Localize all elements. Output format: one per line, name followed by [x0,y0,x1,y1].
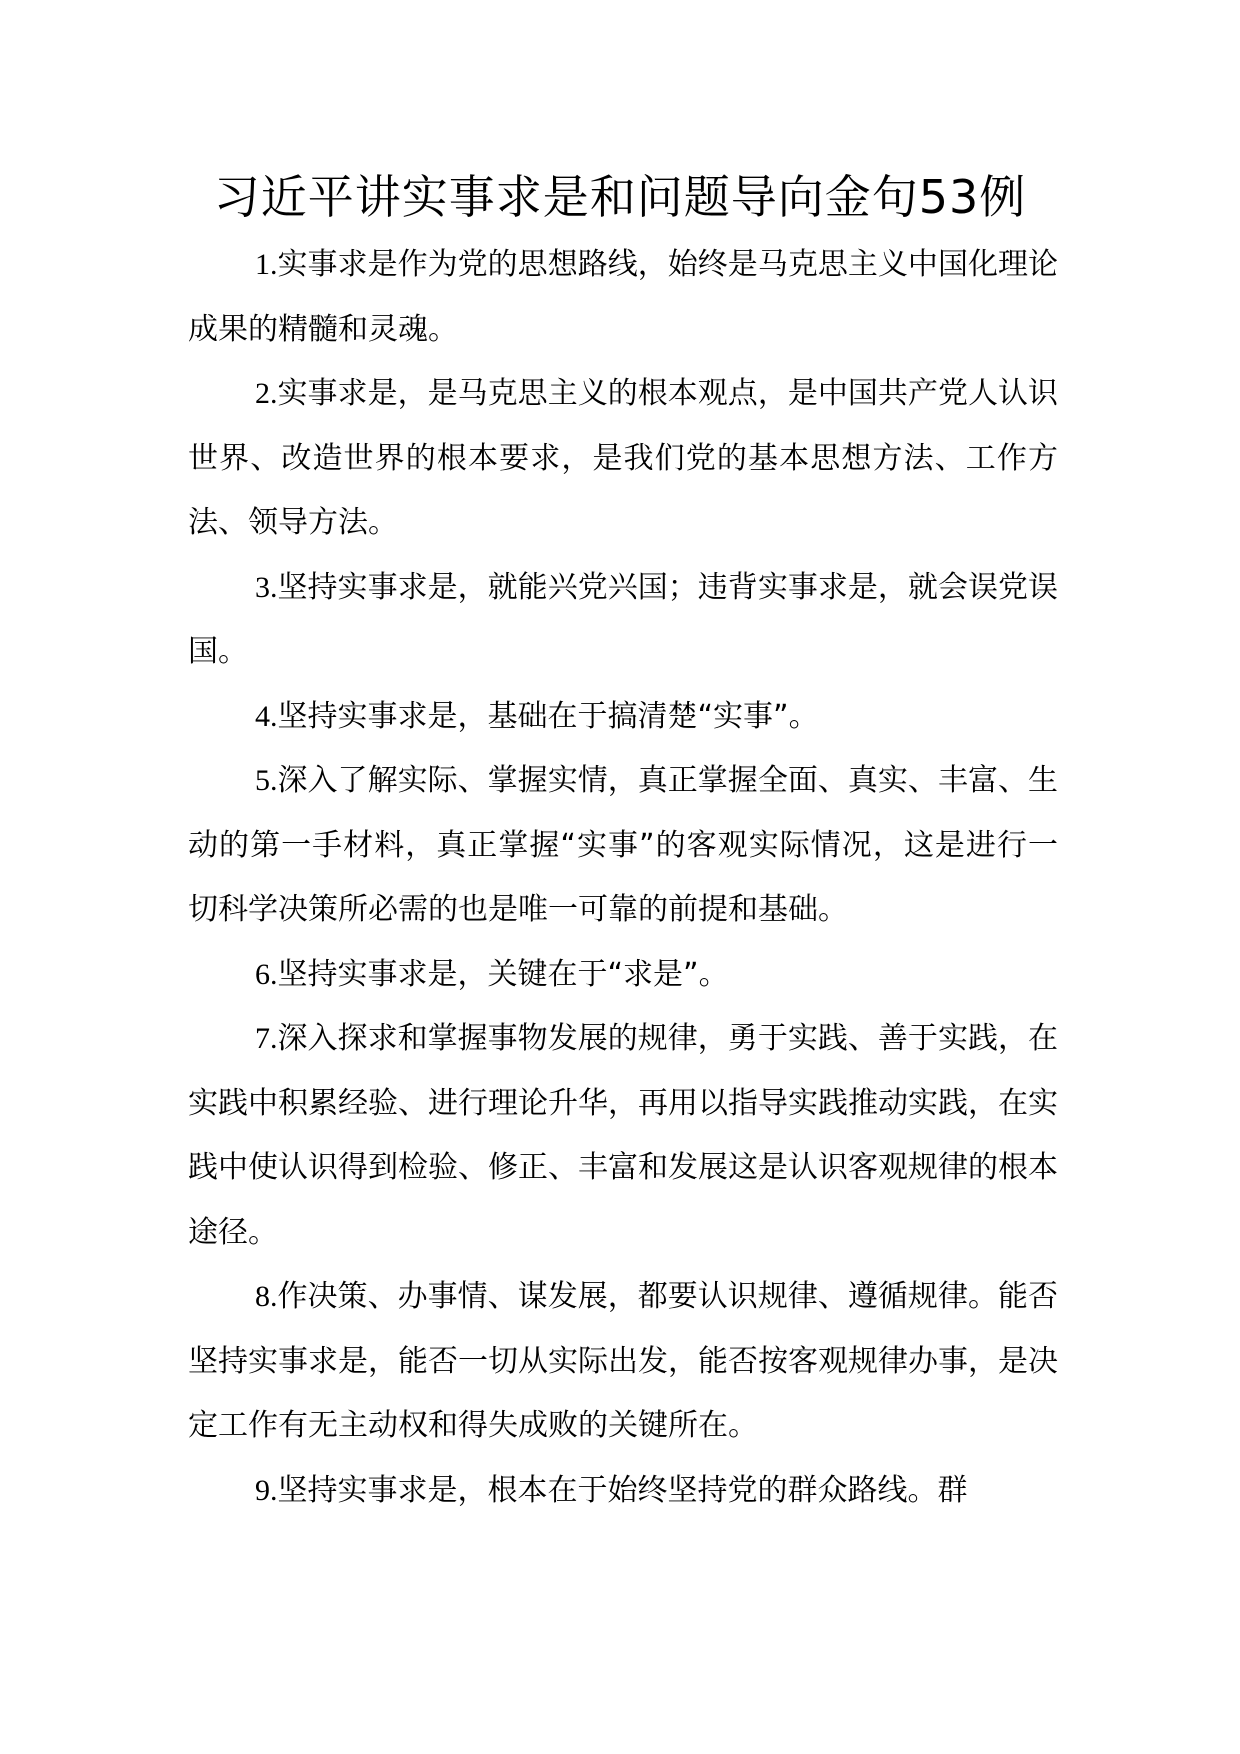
paragraph-number: 6. [255,957,278,991]
paragraph-text: 作决策、办事情、谋发展，都要认识规律、遵循规律。能否坚持实事求是，能否一切从实际出发，能否按客观规律办事，是决定工作有无主动权和得失成败的关键所在。 [188,1279,1058,1443]
paragraph-7 [188,1007,1058,1265]
paragraph-1 [188,233,1058,362]
paragraph-number: 5. [255,764,278,797]
document-body [188,233,1058,1523]
paragraph-text: 深入了解实际、掌握实情，真正掌握全面、真实、丰富、生动的第一手材料，真正掌握“实事”的客观实际情况，这是进行一切科学决策所必需的也是唯一可靠的前提和基础。 [188,763,1058,927]
paragraph-number: 4. [255,699,278,733]
paragraph-5 [188,749,1058,943]
paragraph-2 [188,362,1058,556]
paragraph-text: 深入探求和掌握事物发展的规律，勇于实践、善于实践，在实践中积累经验、进行理论升华，再用以指导实践推动实践，在实践中使认识得到检验、修正、丰富和发展这是认识客观规律的根本途径。 [188,1021,1058,1250]
paragraph-text: 实事求是作为党的思想路线，始终是马克思主义中国化理论成果的精髓和灵魂。 [188,247,1058,347]
paragraph-3 [188,556,1058,685]
paragraph-number: 2. [255,377,278,410]
paragraph-text: 坚持实事求是，关键在于“求是”。 [277,956,729,992]
paragraph-number: 8. [255,1280,278,1313]
paragraph-number: 3. [255,570,278,604]
paragraph-text: 坚持实事求是，基础在于搞清楚“实事”。 [277,698,819,734]
paragraph-4 [188,685,1058,750]
paragraph-text: 实事求是，是马克思主义的根本观点，是中国共产党人认识世界、改造世界的根本要求，是我们党的基本思想方法、工作方法、领导方法。 [188,376,1058,540]
paragraph-text: 坚持实事求是，就能兴党兴国；违背实事求是，就会误党误国。 [188,569,1058,669]
paragraph-6 [188,943,1058,1008]
paragraph-number: 7. [255,1022,278,1055]
document-title: 习近平讲实事求是和问题导向金句53例 [213,170,1027,224]
paragraph-number: 9. [255,1473,278,1507]
paragraph-8 [188,1265,1058,1459]
paragraph-text: 坚持实事求是，根本在于始终坚持党的群众路线。群 [277,1472,968,1508]
paragraph-9 [188,1459,1058,1524]
paragraph-number: 1. [255,248,278,281]
